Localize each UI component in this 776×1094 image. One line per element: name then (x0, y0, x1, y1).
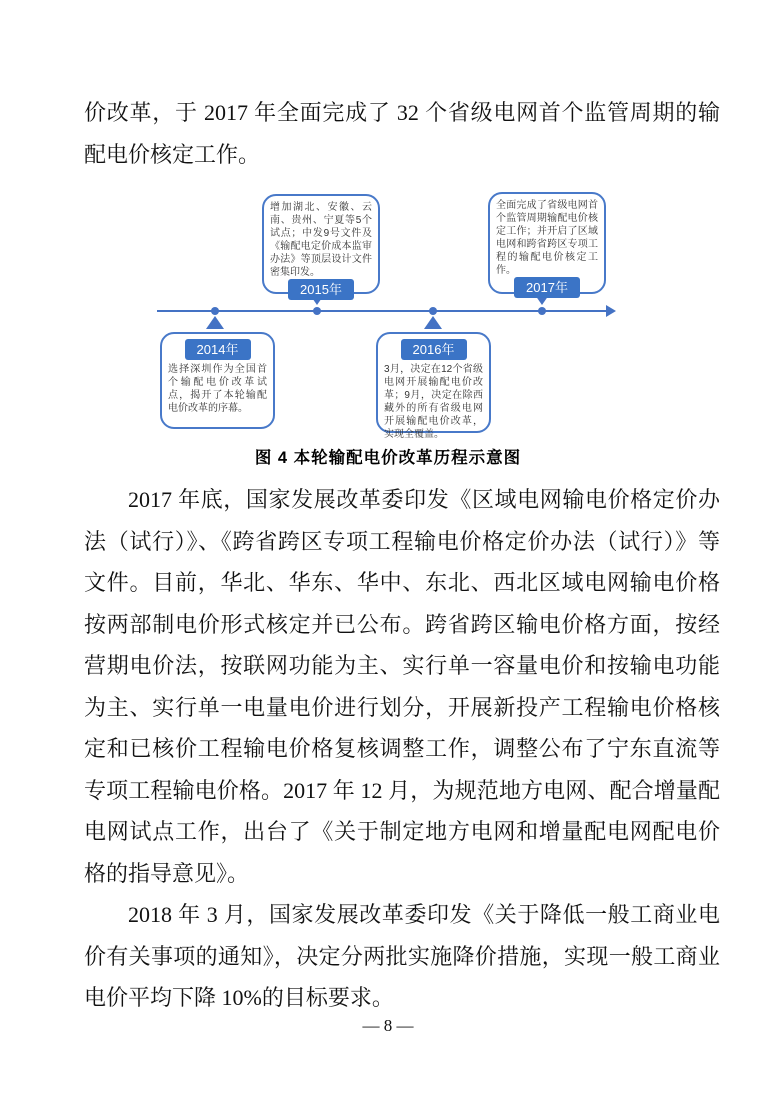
paragraph-2017-policies: 2017 年底，国家发展改革委印发《区域电网输电价格定价办法（试行）》、《跨省跨区专项工程输电价格定价办法（试行）》等文件。目前，华北、华东、华中、东北、西北区域电网输电价格按两部制电价形式核定并已公布。跨省跨区输电价格方面，按经营期电价法，按联网功能为主、实行单一容量电价和按输电功能为主、实行单一电量电价进行划分，开展新投产工程输电价格核定和已核价工程输电价格复核调整工作，调整公布了宁东直流等专项工程输电价格。2017 年 12 月，为规范地方电网、配合增量配电网试点工作，出台了《关于制定地方电网和增量配电网配电价格的指导意见》。 (84, 487, 720, 886)
year-badge-2015: 2015年 (288, 279, 354, 300)
callout-2016 (376, 332, 491, 440)
paragraph-intro: 价改革，于 2017 年全面完成了 32 个省级电网首个监管周期的输配电价核定工作。 (84, 100, 720, 167)
figure-caption: 图 4 本轮输配电价改革历程示意图 (254, 449, 522, 467)
timeline-dot-2015 (313, 307, 321, 315)
callout-2014 (160, 332, 275, 429)
connector-triangle-up-2014-icon (206, 316, 224, 329)
callout-2014-text: 选择深圳作为全国首个输配电价改革试点，揭开了本轮输配电价改革的序幕。 (168, 364, 267, 414)
callout-2015 (262, 194, 380, 297)
callout-2015-text: 增加湖北、安徽、云南、贵州、宁夏等5个试点；中发9号文件及《输配电定价成本监审办法》等顶层设计文件密集印发。 (270, 202, 372, 278)
paragraph-2018-price-cut: 2018 年 3 月，国家发展改革委印发《关于降低一般工商业电价有关事项的通知》，决定分两批实施降价措施，实现一般工商业电价平均下降 10%的目标要求。 (84, 902, 720, 1010)
timeline-arrowhead-icon (606, 305, 616, 317)
timeline-dot-2017 (538, 307, 546, 315)
callout-2016-text: 3月，决定在12个省级电网开展输配电价改革；9月，决定在除西藏外的所有省级电网开展输配电价改革，实现全覆盖。 (384, 364, 483, 440)
timeline-dot-2016 (429, 307, 437, 315)
callout-2017 (488, 192, 606, 294)
callout-2017-text: 全面完成了省级电网首个监管周期输配电价核定工作；并开启了区域电网和跨省跨区专项工程的输配电价核定工作。 (496, 200, 598, 276)
connector-triangle-up-2016-icon (424, 316, 442, 329)
year-badge-2017: 2017年 (514, 277, 580, 298)
page-number: — 8 — (362, 1016, 414, 1035)
year-badge-2016: 2016年 (401, 339, 467, 360)
timeline-dot-2014 (211, 307, 219, 315)
timeline-figure (0, 190, 776, 442)
body-text (84, 479, 720, 1019)
year-badge-2014: 2014年 (185, 339, 251, 360)
